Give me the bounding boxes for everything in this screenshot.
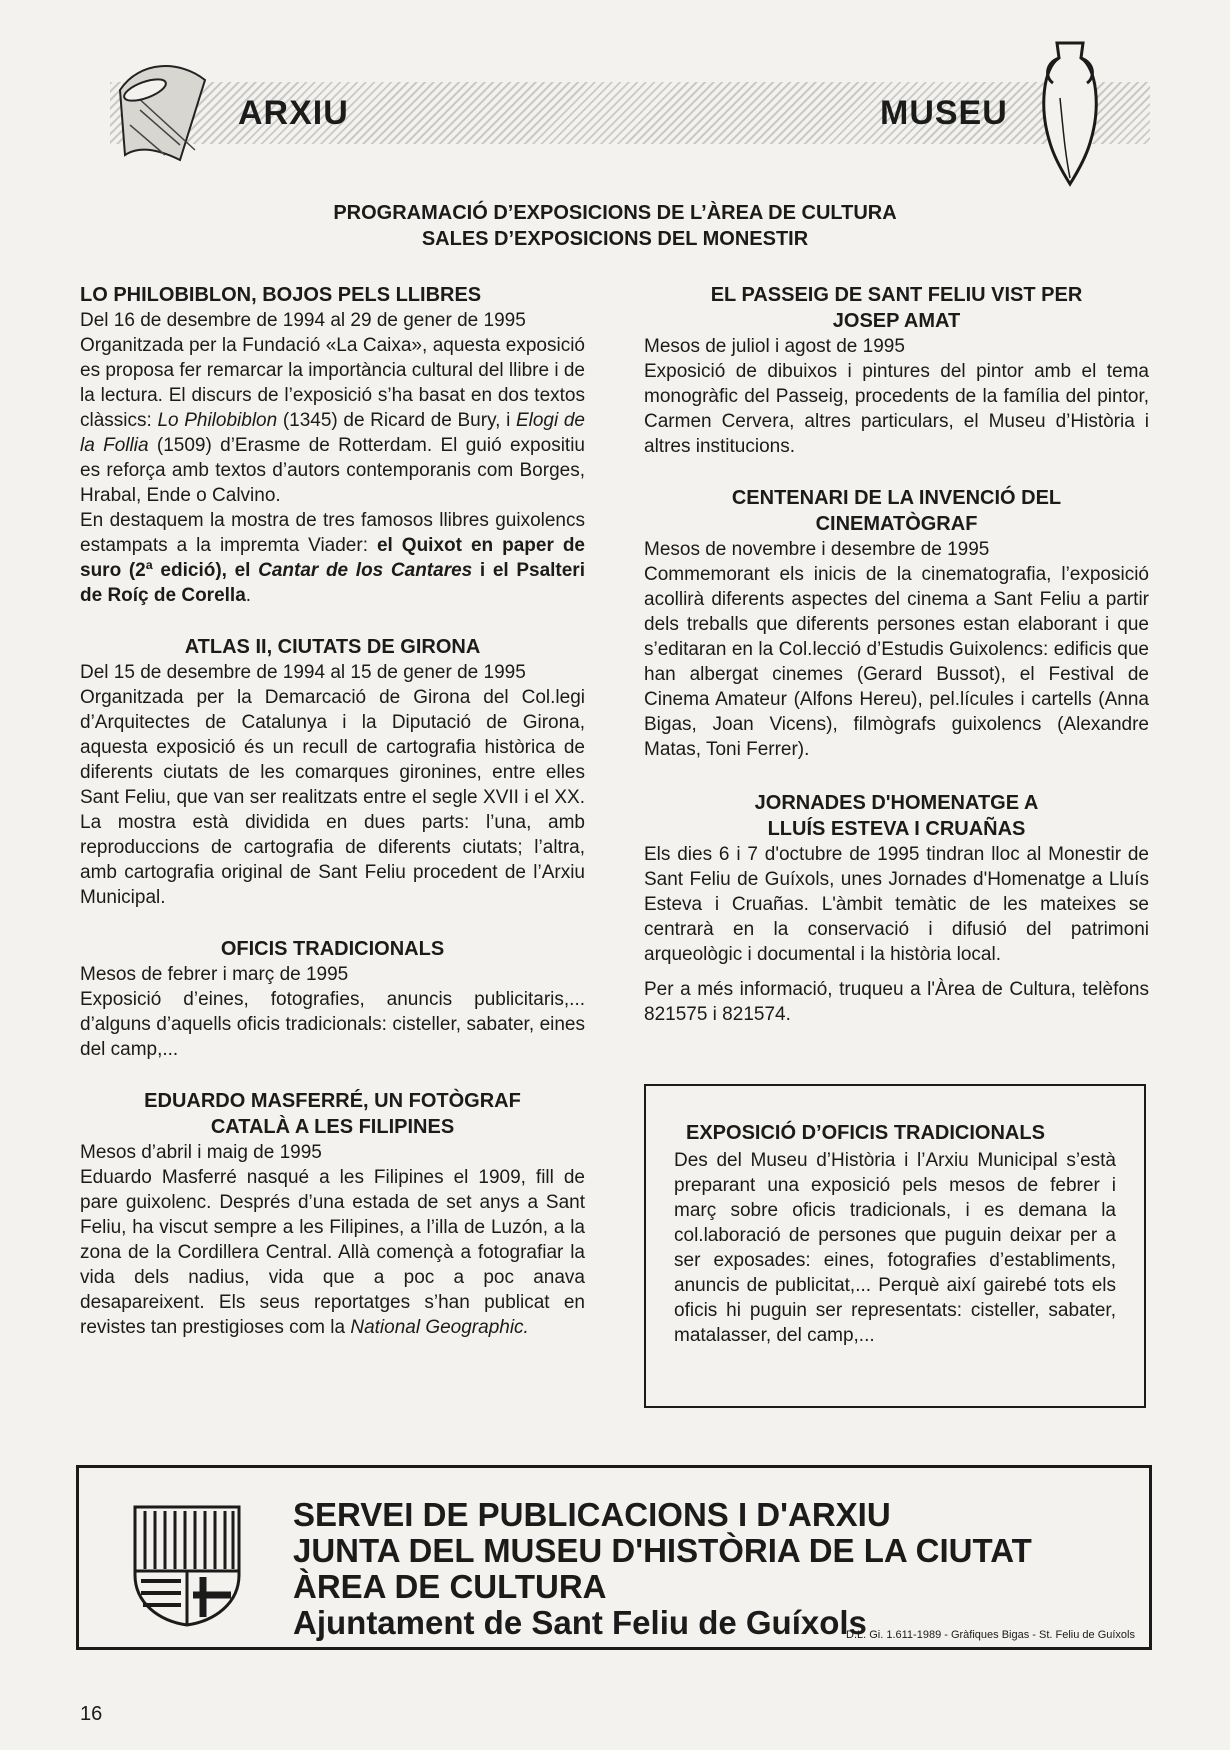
notice-body: Des del Museu d’Història i l’Arxiu Municipal s’està preparant una exposició pels mesos de febrer i març sobre oficis tradicionals, i es demana la col.laboració de persones que puguin deixar per a ser exposades: eines, fotografies d’establiments, anuncis de publicitat,... Perquè així gairebé tots els oficis hi puguin ser representats: cisteller, sabater, matalasser, del camp,...: [674, 1150, 1116, 1346]
section-paragraph: Els dies 6 i 7 d'octubre de 1995 tindran lloc al Monestir de Sant Feliu de Guíxols, unes Jornades d'Homenatge a Lluís Esteva i Cruañas. L'àmbit temàtic de les mateixes se centrarà en la conservació i difusió del patrimoni arqueològic i documental i la història local.: [644, 844, 1149, 965]
header-arxiu: ARXIU: [238, 94, 349, 132]
page-number: 16: [80, 1703, 103, 1725]
section-heading: OFICIS TRADICIONALS: [220, 938, 445, 960]
section-passeig: [644, 282, 1149, 459]
section-atlas: [80, 634, 585, 910]
title-line-1: PROGRAMACIÓ D’EXPOSICIONS DE L’ÀREA DE CULTURA: [333, 202, 897, 224]
publisher-line-4: Ajuntament de Sant Feliu de Guíxols: [293, 1604, 867, 1641]
section-heading-line-2: CINEMATÒGRAF: [815, 513, 978, 535]
section-paragraph: Commemorant els inicis de la cinematografia, l’exposició acollirà diferents aspectes del cinema a Sant Feliu a partir dels treballs que diferents persones estan elaborant i que s’editaran en la Col.lecció d’Estudis Guixolencs: edificis que han albergat cinemes (Gerard Bussot), el Festival de Cinema Amateur (Alfons Hereu), pel.lícules i cartells (Anna Bigas, Joan Vicens), filmògrafs guixolencs (Alexandre Matas, Toni Ferrer).: [644, 564, 1149, 760]
left-column: [80, 282, 585, 1366]
section-paragraph: Exposició de dibuixos i pintures del pintor amb el tema monogràfic del Passeig, procedents de la família del pintor, Carmen Cervera, altres particulars, el Museu d’Història i altres institucions.: [644, 361, 1149, 457]
legal-deposit: D.L. Gi. 1.611-1989 - Gràfiques Bigas - St. Feliu de Guíxols: [846, 1629, 1135, 1641]
section-paragraph: Exposició d’eines, fotografies, anuncis publicitaris,... d’alguns d’aquells oficis tradicionals: cisteller, sabater, eines del camp,...: [80, 989, 585, 1060]
section-heading: ATLAS II, CIUTATS DE GIRONA: [184, 636, 481, 658]
section-heading-line-1: EL PASSEIG DE SANT FELIU VIST PER: [710, 284, 1083, 306]
section-paragraph: Organitzada per la Fundació «La Caixa», aquesta exposició es proposa fer remarcar la importància cultural del llibre i de la lectura. El discurs de l’exposició s’ha basat en dos textos clàssics: Lo Philobiblon (1345) de Ricard de Bury, i Elogi de la Follia (1509) d’Erasme de Rotterdam. El guió expositiu es reforça amb textos d’autors contemporanis com Borges, Hrabal, Ende o Calvino.: [80, 335, 585, 506]
contact-info: Per a més informació, truqueu a l'Àrea de Cultura, telèfons 821575 i 821574.: [644, 979, 1149, 1025]
publisher-line-1: SERVEI DE PUBLICACIONS I D'ARXIU: [293, 1496, 891, 1533]
right-column: [644, 282, 1149, 1053]
section-cinematograf: [644, 485, 1149, 762]
title-line-2: SALES D’EXPOSICIONS DEL MONESTIR: [421, 228, 809, 250]
notice-box: [644, 1084, 1146, 1408]
section-heading-line-2: JOSEP AMAT: [832, 310, 961, 332]
section-heading-line-2: LLUÍS ESTEVA I CRUAÑAS: [767, 818, 1026, 840]
section-heading-line-2: CATALÀ A LES FILIPINES: [210, 1116, 455, 1138]
coat-of-arms-icon: [131, 1503, 243, 1628]
section-heading-line-1: CENTENARI DE LA INVENCIÓ DEL: [731, 487, 1062, 509]
scroll-icon: [110, 50, 220, 170]
section-jornades: [644, 790, 1149, 1027]
publisher-line-2: JUNTA DEL MUSEU D'HISTÒRIA DE LA CIUTAT: [293, 1532, 1032, 1569]
section-paragraph: Eduardo Masferré nasqué a les Filipines el 1909, fill de pare guixolenc. Després d’una estada de set anys a Sant Feliu, ha viscut sempre a les Filipines, a l’illa de Luzón, a la zona de la Cordillera Central. Allà començà a fotografiar la vida dels nadius, vida que a poc a poc anava desapareixent. Els seus reportatges s’han publicat en revistes tan prestigioses com la National Geographic.: [80, 1167, 585, 1338]
section-paragraph: Organitzada per la Demarcació de Girona del Col.legi d’Arquitectes de Catalunya i la Diputació de Girona, aquesta exposició és un recull de cartografia històrica de diferents ciutats de les comarques gironines, entre elles Sant Feliu, que van ser realitzats entre el segle XVII i el XX. La mostra està dividida en dues parts: l’una, amb reproduccions de cartografia de diferents ciutats; l’altra, amb cartografia original de Sant Feliu procedent de l’Arxiu Municipal.: [80, 687, 585, 908]
document-title: [120, 200, 1110, 252]
section-philobiblon: [80, 282, 585, 608]
notice-heading: EXPOSICIÓ D’OFICIS TRADICIONALS: [686, 1122, 1045, 1144]
section-dates: Mesos de juliol i agost de 1995: [644, 336, 905, 357]
section-dates: Del 16 de desembre de 1994 al 29 de gener de 1995: [80, 310, 526, 331]
amphora-icon: [1035, 38, 1105, 188]
section-heading: LO PHILOBIBLON, BOJOS PELS LLIBRES: [80, 284, 482, 306]
section-heading-line-1: EDUARDO MASFERRÉ, UN FOTÒGRAF: [144, 1090, 521, 1112]
section-dates: Mesos de febrer i març de 1995: [80, 964, 349, 985]
publisher-line-3: ÀREA DE CULTURA: [293, 1568, 607, 1605]
section-dates: Del 15 de desembre de 1994 al 15 de gener de 1995: [80, 662, 526, 683]
section-dates: Mesos de novembre i desembre de 1995: [644, 539, 990, 560]
header-museu: MUSEU: [880, 94, 1008, 132]
publisher-box: [76, 1465, 1152, 1650]
section-heading-line-1: JORNADES D'HOMENATGE A: [754, 792, 1039, 814]
section-paragraph: En destaquem la mostra de tres famosos llibres guixolencs estampats a la impremta Viader: el Quixot en paper de suro (2ª edició), el Cantar de los Cantares i el Psalteri de Roíç de Corella.: [80, 510, 585, 606]
section-masferre: [80, 1088, 585, 1340]
section-oficis: [80, 936, 585, 1062]
section-dates: Mesos d’abril i maig de 1995: [80, 1142, 322, 1163]
